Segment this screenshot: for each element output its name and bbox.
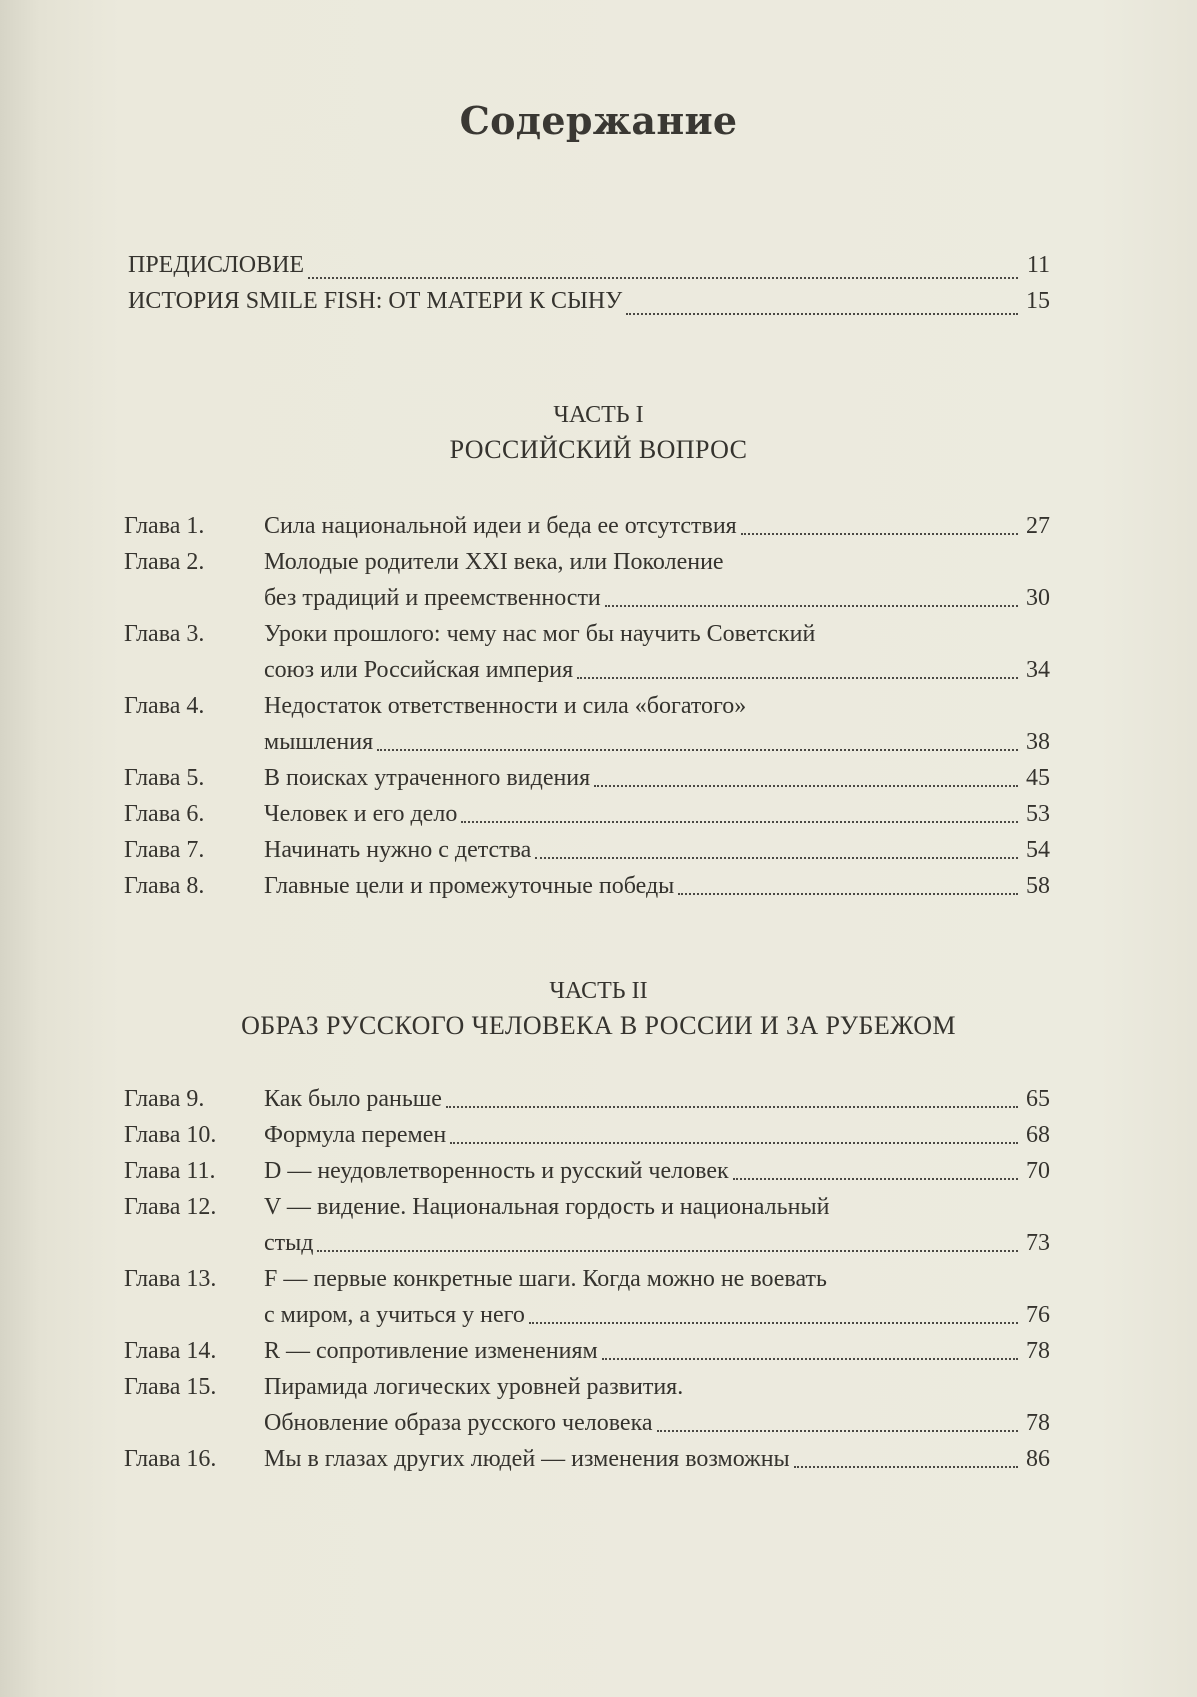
chapter-title-last-line <box>264 1153 1050 1189</box>
page-number: 70 <box>1026 1158 1050 1184</box>
chapter-title-text: Как было раньше <box>264 1086 442 1112</box>
chapter-title-text: с миром, а учиться у него <box>264 1302 525 1328</box>
chapter-title-text: Недостаток ответственности и сила «богатого» <box>264 693 747 719</box>
chapter-body <box>264 544 1050 616</box>
chapter-label: Глава 15. <box>124 1374 217 1400</box>
chapter-body <box>264 760 1050 796</box>
chapter-title-last-line <box>264 832 1050 868</box>
chapter-label: Глава 6. <box>124 801 205 827</box>
chapter-title-text: Уроки прошлого: чему нас мог бы научить Советский <box>264 621 816 647</box>
page-number: 58 <box>1026 873 1050 899</box>
chapter-title-last-line <box>264 760 1050 796</box>
chapter-title-last-line <box>264 1333 1050 1369</box>
leader-dots <box>594 784 1018 787</box>
chapter-title-last-line <box>264 1405 1050 1441</box>
leader-dots <box>529 1321 1018 1324</box>
chapter-title-text: V — видение. Национальная гордость и национальный <box>264 1194 830 1220</box>
leader-dots <box>577 676 1018 679</box>
toc-entry[interactable] <box>124 544 1050 616</box>
chapter-body <box>264 1153 1050 1189</box>
toc-entry[interactable] <box>124 832 1050 868</box>
chapter-title-text: Главные цели и промежуточные победы <box>264 873 675 899</box>
toc-entry[interactable] <box>124 1081 1050 1117</box>
chapter-title-text: Начинать нужно с детства <box>264 837 532 863</box>
toc-entry[interactable] <box>124 796 1050 832</box>
chapter-body <box>264 1333 1050 1369</box>
page-number: 38 <box>1026 729 1050 755</box>
chapter-title-text: мышления <box>264 729 374 755</box>
toc-entry[interactable] <box>124 1117 1050 1153</box>
page-title: Содержание <box>459 98 738 143</box>
chapter-label: Глава 14. <box>124 1338 217 1364</box>
chapter-label: Глава 11. <box>124 1158 216 1184</box>
chapter-label: Глава 3. <box>124 621 205 647</box>
chapter-title-text: Формула перемен <box>264 1122 447 1148</box>
leader-dots <box>741 532 1018 535</box>
part-number: ЧАСТЬ II <box>549 978 648 1004</box>
chapter-title-text: D — неудовлетворенность и русский человек <box>264 1158 729 1184</box>
chapter-title-last-line <box>264 1225 1050 1261</box>
page-number: 30 <box>1026 585 1050 611</box>
chapter-label: Глава 4. <box>124 693 205 719</box>
chapter-title-text: Пирамида логических уровней развития. <box>264 1374 684 1400</box>
page-number: 73 <box>1026 1230 1050 1256</box>
page-number: 53 <box>1026 801 1050 827</box>
chapter-body <box>264 796 1050 832</box>
leader-dots <box>657 1429 1018 1432</box>
chapter-body <box>264 1189 1050 1261</box>
page-number: 27 <box>1026 513 1050 539</box>
part-number: ЧАСТЬ I <box>553 402 644 428</box>
chapter-title-last-line <box>264 652 1050 688</box>
chapter-title-text: Обновление образа русского человека <box>264 1410 653 1436</box>
part-heading <box>0 974 1197 1044</box>
chapter-title-last-line <box>264 1297 1050 1333</box>
chapter-list <box>124 508 1050 904</box>
page-number: 68 <box>1026 1122 1050 1148</box>
chapter-title-text: союз или Российская империя <box>264 657 574 683</box>
page-number: 78 <box>1026 1338 1050 1364</box>
leader-dots <box>733 1177 1018 1180</box>
toc-entry[interactable] <box>128 252 1050 288</box>
chapter-title-line <box>264 1189 1050 1225</box>
toc-entry[interactable] <box>124 1441 1050 1477</box>
chapter-label: Глава 10. <box>124 1122 217 1148</box>
chapter-body <box>264 868 1050 904</box>
chapter-label: Глава 16. <box>124 1446 217 1472</box>
page-number: 34 <box>1026 657 1050 683</box>
chapter-label: Глава 2. <box>124 549 205 575</box>
chapter-list <box>124 1081 1050 1477</box>
chapter-title-text: Молодые родители XXI века, или Поколение <box>264 549 724 575</box>
toc-entry[interactable] <box>124 616 1050 688</box>
chapter-title-last-line <box>264 796 1050 832</box>
toc-entry[interactable] <box>124 1333 1050 1369</box>
page-number: 76 <box>1026 1302 1050 1328</box>
page-number: 15 <box>1026 288 1050 314</box>
chapter-body <box>264 616 1050 688</box>
chapter-body <box>264 688 1050 760</box>
page-number: 78 <box>1026 1410 1050 1436</box>
chapter-title-text: Мы в глазах других людей — изменения возможны <box>264 1446 790 1472</box>
toc-entry[interactable] <box>124 1369 1050 1441</box>
chapter-title-line <box>264 616 1050 652</box>
chapter-label: Глава 12. <box>124 1194 217 1220</box>
leader-dots <box>535 856 1018 859</box>
leader-dots <box>461 820 1018 823</box>
part-title: ОБРАЗ РУССКОГО ЧЕЛОВЕКА В РОССИИ И ЗА РУБЕЖОМ <box>241 1011 956 1040</box>
toc-entry[interactable] <box>124 1153 1050 1189</box>
chapter-body <box>264 1117 1050 1153</box>
toc-entry[interactable] <box>124 760 1050 796</box>
page-number: 86 <box>1026 1446 1050 1472</box>
chapter-label: Глава 7. <box>124 837 205 863</box>
chapter-label: Глава 8. <box>124 873 205 899</box>
chapter-title-last-line <box>264 868 1050 904</box>
chapter-title-text: без традиций и преемственности <box>264 585 601 611</box>
chapter-title-line <box>264 1369 1050 1405</box>
page-number: 45 <box>1026 765 1050 791</box>
toc-entry[interactable] <box>124 1261 1050 1333</box>
page-number: 65 <box>1026 1086 1050 1112</box>
chapter-title-last-line <box>264 580 1050 616</box>
page-number: 54 <box>1026 837 1050 863</box>
toc-entry[interactable] <box>124 868 1050 904</box>
chapter-label: Глава 9. <box>124 1086 205 1112</box>
chapter-title-text: В поисках утраченного видения <box>264 765 591 791</box>
leader-dots <box>626 312 1018 315</box>
toc-entry[interactable] <box>124 508 1050 544</box>
chapter-title-line <box>264 688 1050 724</box>
chapter-body <box>264 1261 1050 1333</box>
leader-dots <box>794 1465 1018 1468</box>
leader-dots <box>308 276 1018 279</box>
entry-title: ПРЕДИСЛОВИЕ <box>128 252 305 278</box>
toc-entry[interactable] <box>124 688 1050 760</box>
leader-dots <box>446 1105 1018 1108</box>
leader-dots <box>678 892 1018 895</box>
chapter-body <box>264 1369 1050 1441</box>
part-heading <box>0 398 1197 468</box>
chapter-label: Глава 1. <box>124 513 205 539</box>
chapter-label: Глава 5. <box>124 765 205 791</box>
chapter-title-text: Человек и его дело <box>264 801 458 827</box>
chapter-title-text: F — первые конкретные шаги. Когда можно не воевать <box>264 1266 827 1292</box>
leader-dots <box>317 1249 1018 1252</box>
chapter-body <box>264 832 1050 868</box>
chapter-title-last-line <box>264 1117 1050 1153</box>
part-title: РОССИЙСКИЙ ВОПРОС <box>449 435 748 464</box>
chapter-title-line <box>264 544 1050 580</box>
toc-entry[interactable] <box>128 288 1050 324</box>
chapter-body <box>264 508 1050 544</box>
chapter-body <box>264 1441 1050 1477</box>
front-matter <box>128 252 1050 324</box>
chapter-title-last-line <box>264 508 1050 544</box>
leader-dots <box>377 748 1018 751</box>
page-number: 11 <box>1026 252 1050 278</box>
chapter-title-last-line <box>264 724 1050 760</box>
leader-dots <box>450 1141 1018 1144</box>
chapter-title-line <box>264 1261 1050 1297</box>
chapter-body <box>264 1081 1050 1117</box>
entry-title: ИСТОРИЯ SMILE FISH: ОТ МАТЕРИ К СЫНУ <box>128 288 623 314</box>
chapter-title-text: стыд <box>264 1230 314 1256</box>
leader-dots <box>605 604 1018 607</box>
chapter-label: Глава 13. <box>124 1266 217 1292</box>
chapter-title-text: R — сопротивление изменениям <box>264 1338 598 1364</box>
leader-dots <box>602 1357 1018 1360</box>
chapter-title-text: Сила национальной идеи и беда ее отсутствия <box>264 513 737 539</box>
chapter-title-last-line <box>264 1441 1050 1477</box>
toc-entry[interactable] <box>124 1189 1050 1261</box>
chapter-title-last-line <box>264 1081 1050 1117</box>
